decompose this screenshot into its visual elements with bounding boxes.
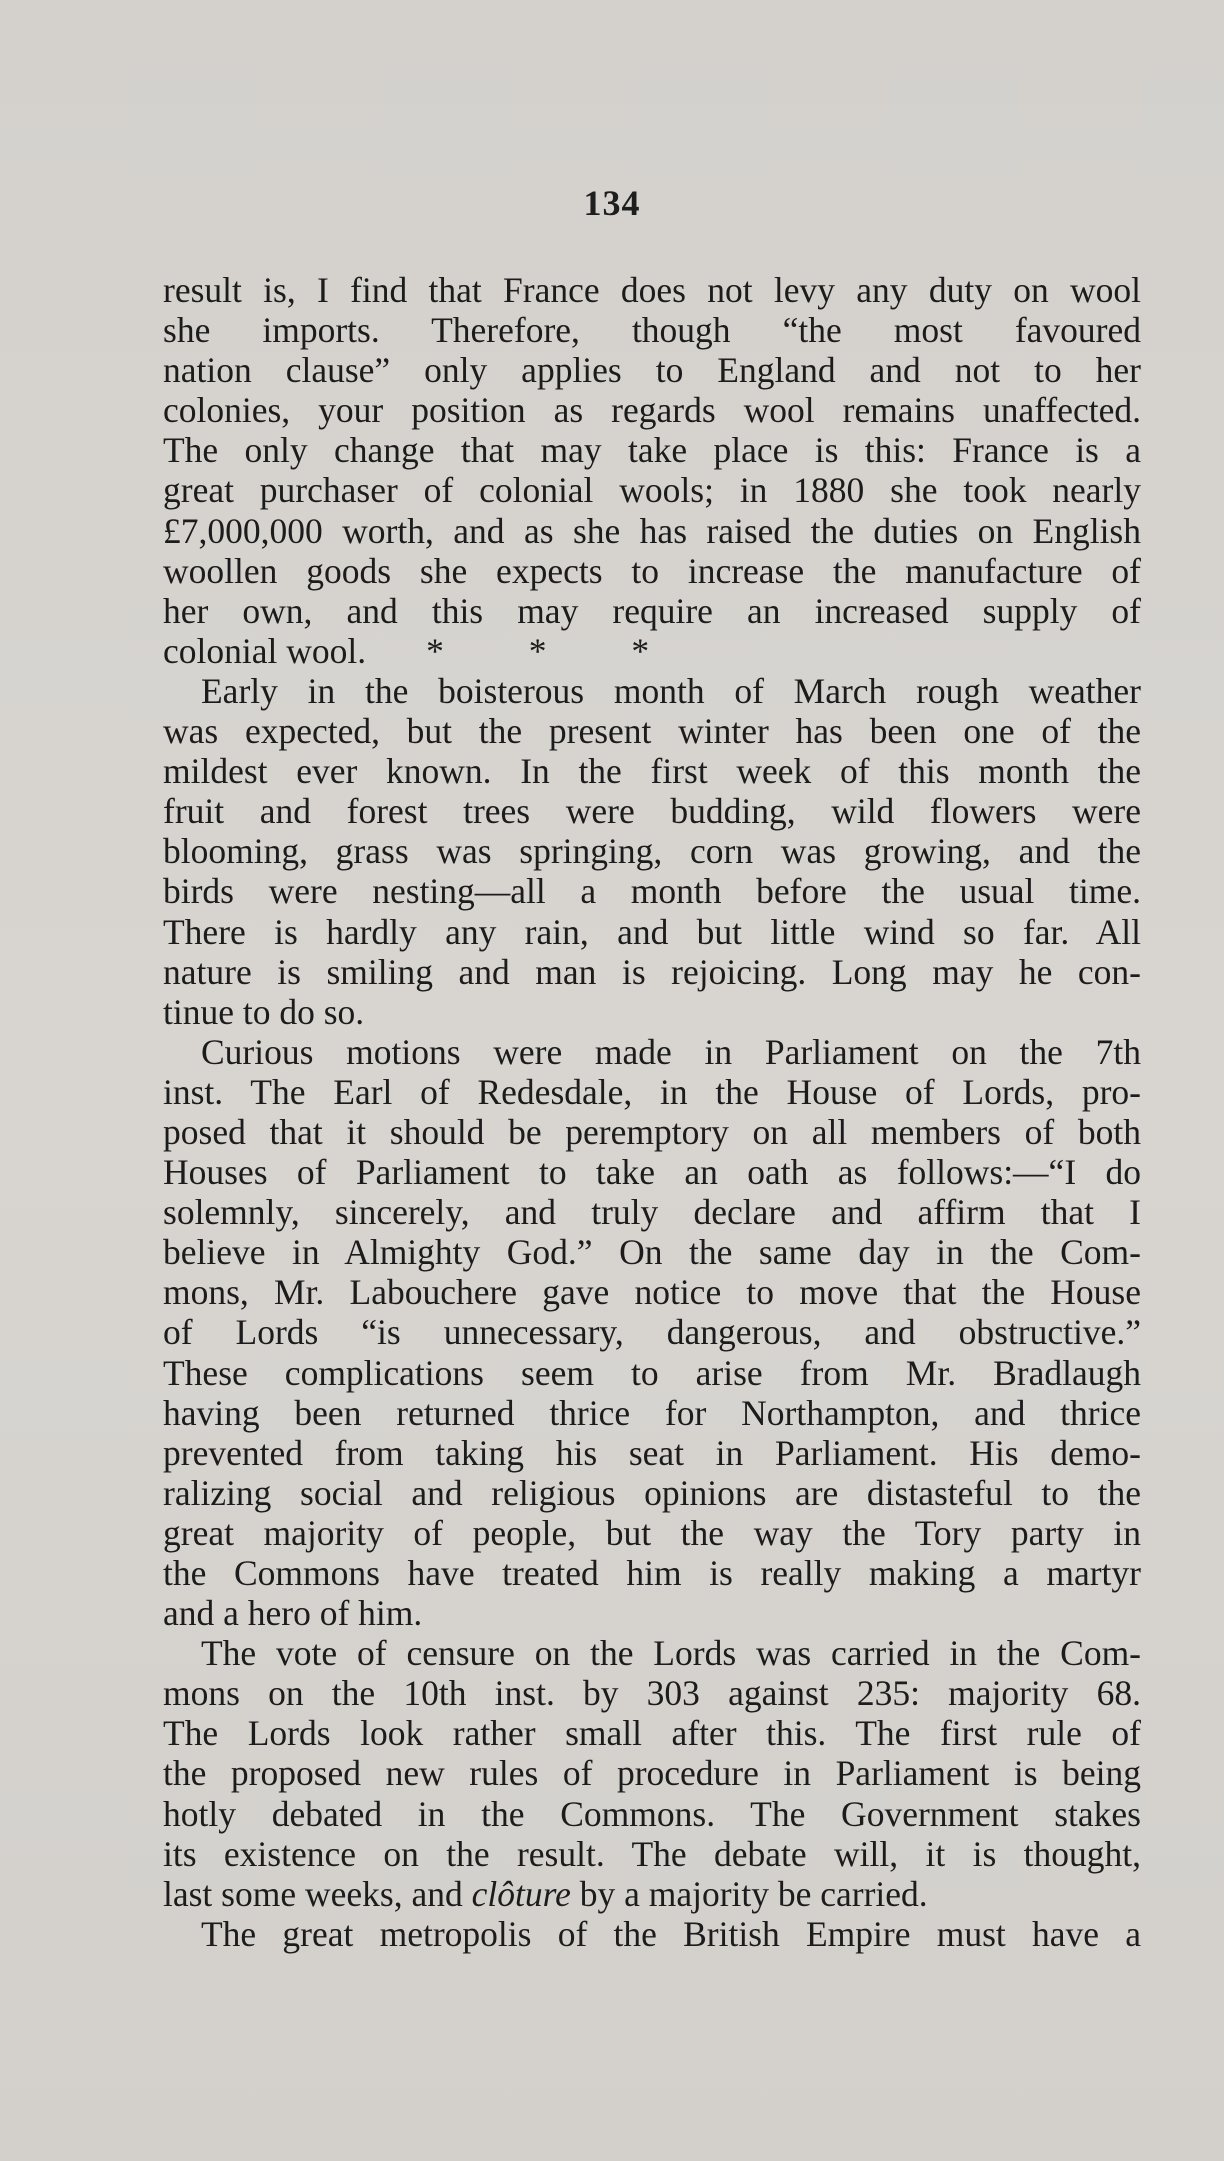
body-text (163, 270, 1141, 1954)
paragraph-parliament-motions (163, 1032, 1141, 1633)
text-line: believe in Almighty God.” On the same day in the Com- (163, 1232, 1141, 1273)
text-line: tinue to do so. (163, 991, 365, 1032)
paragraph-metropolis (163, 1914, 1141, 1954)
text-line: inst. The Earl of Redesdale, in the House of Lords, pro- (163, 1071, 1141, 1112)
text-line: £7,000,000 worth, and as she has raised the duties on English (163, 510, 1141, 551)
text-segment: by a majority be carried. (570, 1873, 928, 1914)
text-line (163, 631, 1141, 671)
text-line: nation clause” only applies to England and not to her (163, 350, 1141, 391)
text-line: Houses of Parliament to take an oath as follows:—“I do (163, 1152, 1141, 1193)
text-segment: last some weeks, and (163, 1873, 472, 1914)
text-line: mildest ever known. In the first week of this month the (163, 751, 1141, 792)
italic-term: clôture (471, 1873, 571, 1914)
text-line: result is, I find that France does not levy any duty on wool (163, 270, 1141, 310)
text-line: hotly debated in the Commons. The Government stakes (163, 1793, 1141, 1834)
paragraph-weather (163, 671, 1141, 1032)
text-line-start: colonial wool. (163, 630, 367, 671)
text-line: mons on the 10th inst. by 303 against 235: majority 68. (163, 1673, 1141, 1714)
text-line: prevented from taking his seat in Parliament. His demo- (163, 1432, 1141, 1473)
text-line (163, 1874, 1141, 1914)
text-line: Curious motions were made in Parliament on the 7th (201, 1031, 1141, 1072)
text-line: solemnly, sincerely, and truly declare and affirm that I (163, 1192, 1141, 1233)
text-line: was expected, but the present winter has been one of the (163, 711, 1141, 752)
paragraph-vote-of-censure (163, 1633, 1141, 1914)
text-line: great majority of people, but the way the Tory party in (163, 1512, 1141, 1553)
text-line: her own, and this may require an increased supply of (163, 590, 1141, 631)
paragraph-wool-duty (163, 270, 1141, 671)
text-line: These complications seem to arise from Mr. Bradlaugh (163, 1352, 1141, 1393)
text-line: colonies, your position as regards wool remains unaffected. (163, 390, 1141, 431)
text-line: nature is smiling and man is rejoicing. Long may he con- (163, 951, 1141, 992)
text-line: and a hero of him. (163, 1593, 423, 1634)
text-line: she imports. Therefore, though “the most favoured (163, 310, 1141, 351)
text-line: There is hardly any rain, and but little wind so far. All (163, 911, 1141, 952)
text-line: fruit and forest trees were budding, wild flowers were (163, 791, 1141, 832)
text-line: the proposed new rules of procedure in Parliament is being (163, 1753, 1141, 1794)
text-line: ralizing social and religious opinions are distasteful to the (163, 1472, 1141, 1513)
text-line: The Lords look rather small after this. The first rule of (163, 1713, 1141, 1754)
text-line: The great metropolis of the British Empire must have a (201, 1913, 1141, 1954)
text-line: blooming, grass was springing, corn was growing, and the (163, 831, 1141, 872)
text-line: birds were nesting—all a month before the usual time. (163, 871, 1141, 912)
text-line: its existence on the result. The debate will, it is thought, (163, 1833, 1141, 1874)
text-line: posed that it should be peremptory on all members of both (163, 1111, 1141, 1152)
text-line: Early in the boisterous month of March rough weather (201, 670, 1141, 711)
text-line: woollen goods she expects to increase the manufacture of (163, 550, 1141, 591)
text-line: of Lords “is unnecessary, dangerous, and obstructive.” (163, 1312, 1141, 1353)
text-line: great purchaser of colonial wools; in 1880 she took nearly (163, 470, 1141, 511)
section-break-asterisks: * * * (426, 630, 650, 671)
page-number: 134 (583, 183, 641, 223)
text-line: The vote of censure on the Lords was carried in the Com- (201, 1633, 1141, 1674)
text-line: The only change that may take place is this: France is a (163, 430, 1141, 471)
text-line: the Commons have treated him is really making a martyr (163, 1553, 1141, 1593)
text-line: having been returned thrice for Northampton, and thrice (163, 1392, 1141, 1433)
text-line: mons, Mr. Labouchere gave notice to move that the House (163, 1272, 1141, 1313)
